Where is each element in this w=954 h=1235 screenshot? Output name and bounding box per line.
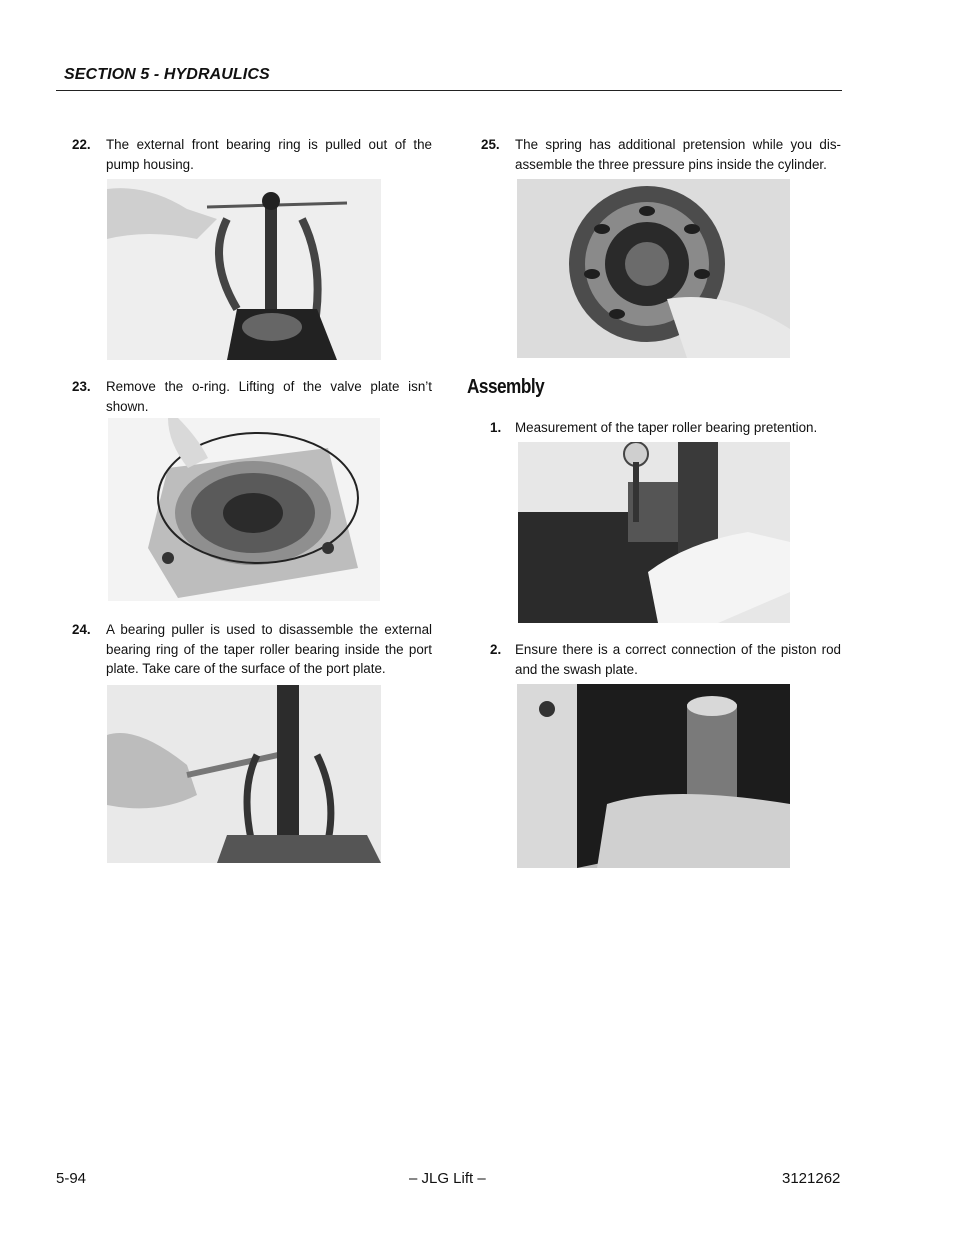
step-text: The external front bearing ring is pulled out of the pump housing. (106, 137, 432, 172)
section-header (56, 64, 842, 91)
assembly-heading: Assembly (467, 376, 545, 398)
step-number: 1. (490, 420, 502, 435)
step-text: A bearing puller is used to disassemble the external bearing ring of the taper roller bearing inside the port plate. Take care of the surface of the port plate. (106, 622, 432, 676)
step-text: Measurement of the taper roller bearing pretention. (515, 420, 818, 435)
step-text: The spring has additional pretension while you dis-assemble the three pressure pins inside the cylinder. (515, 137, 841, 172)
assembly-step-1 (490, 418, 841, 438)
step-text: Ensure there is a correct connection of the piston rod and the swash plate. (515, 642, 841, 677)
photo-piston-swash-plate (517, 684, 790, 868)
step-number: 25. (481, 137, 500, 152)
photo-o-ring-removal (108, 418, 380, 601)
step-number: 24. (72, 622, 91, 637)
footer-page-number: 5-94 (56, 1170, 87, 1187)
footer-center: – JLG Lift – (409, 1170, 486, 1187)
photo-bearing-ring-pull (107, 179, 381, 360)
section-title: SECTION 5 - HYDRAULICS (64, 66, 270, 83)
assembly-step-2 (490, 640, 841, 679)
step-text: Remove the o-ring. Lifting of the valve plate isn’t shown. (106, 379, 432, 414)
step-24 (72, 620, 432, 679)
step-number: 2. (490, 642, 502, 657)
photo-pressure-pins (517, 179, 790, 358)
photo-bearing-puller (107, 685, 381, 863)
step-22 (72, 135, 432, 174)
step-23 (72, 377, 432, 416)
step-25 (481, 135, 841, 174)
footer-doc-number: 3121262 (782, 1170, 841, 1187)
step-number: 23. (72, 379, 91, 394)
photo-bearing-measurement (518, 442, 790, 623)
step-number: 22. (72, 137, 91, 152)
